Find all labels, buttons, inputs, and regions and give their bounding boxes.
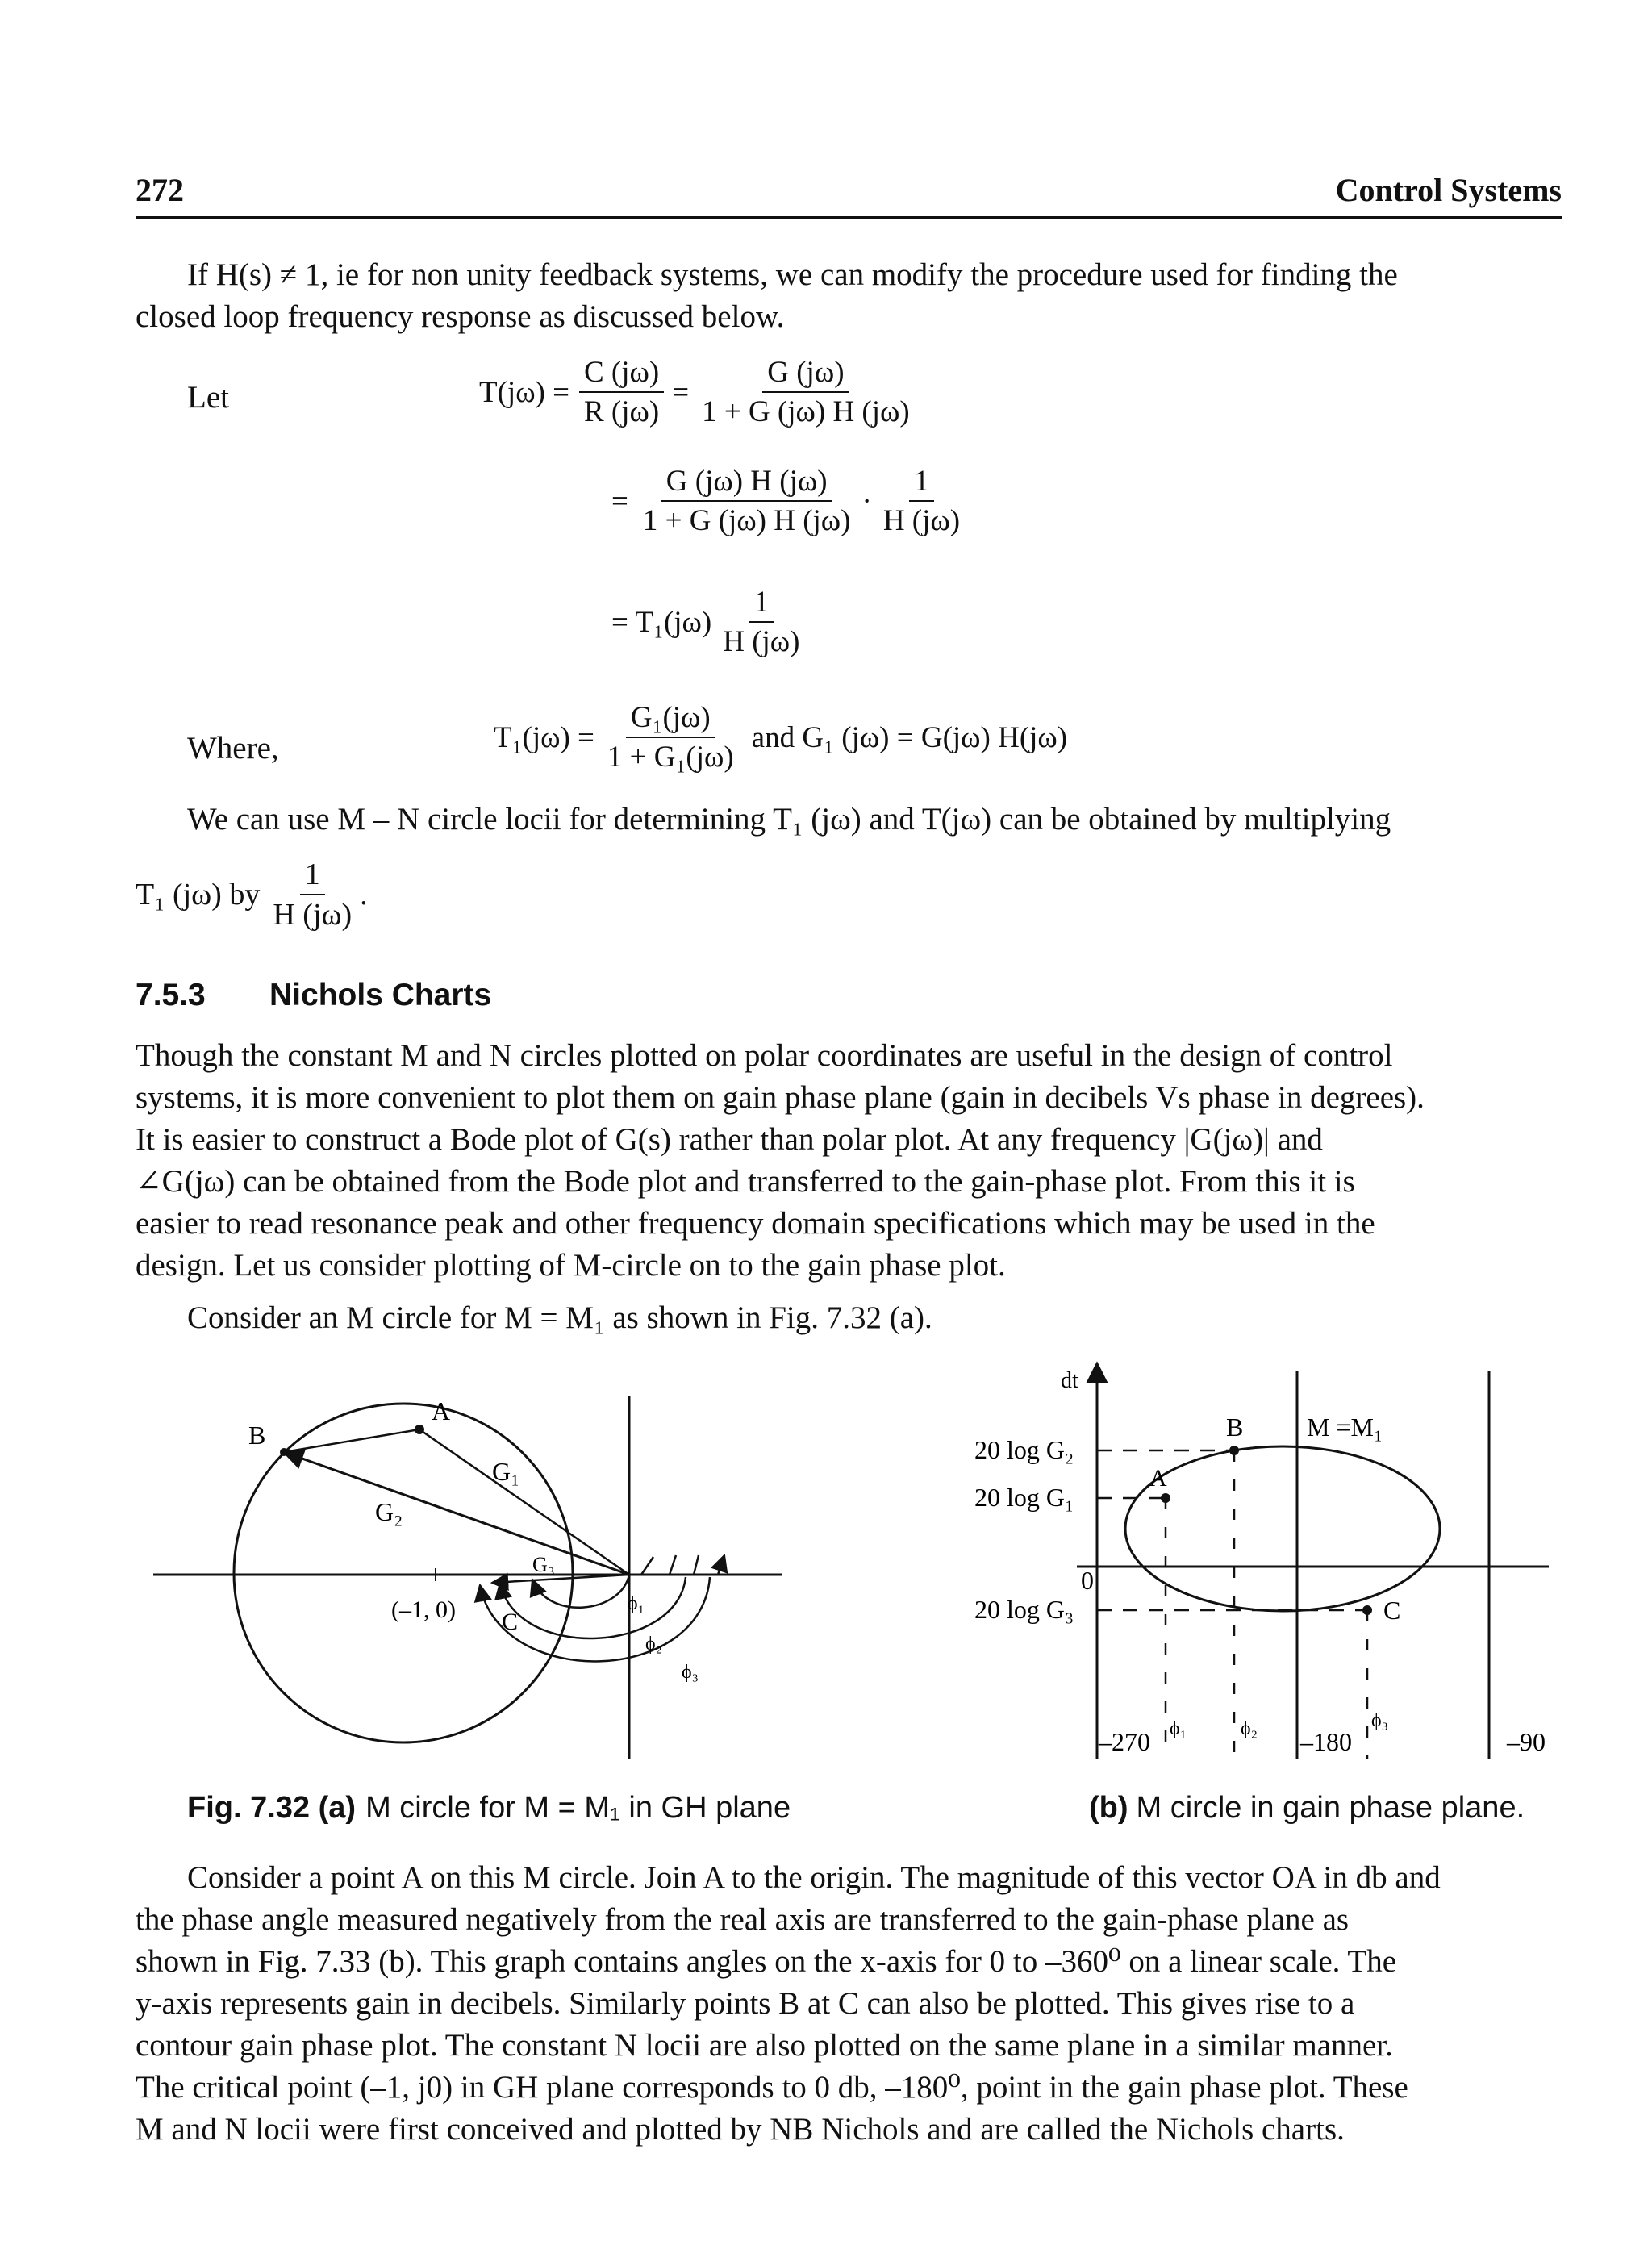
running-title: Control Systems	[1335, 172, 1562, 208]
figure-a-vector-ob	[284, 1452, 629, 1575]
mn-frac-num: 1	[300, 857, 325, 895]
figure-a-chord-ba	[284, 1429, 419, 1452]
mn-paragraph-line-2	[136, 857, 368, 933]
mn-paragraph-line-1	[187, 799, 1562, 883]
figure-a-m-circle-gh-plane	[153, 1371, 799, 1775]
equation-2	[611, 464, 965, 538]
let-label: Let	[187, 380, 229, 415]
caption-b-bold: (b)	[1089, 1791, 1128, 1825]
para3-line: The critical point (–1, j0) in GH plane corresponds to 0 db, –180⁰, point in the gain phase plot. These	[136, 2070, 1408, 2105]
figure-b-label-20logg3: 20 log G₃	[974, 1595, 1074, 1624]
caption-a-text: M circle for M = M₁ in GH plane	[365, 1791, 791, 1825]
figure-a-label-phi3: ϕ₃	[682, 1662, 699, 1683]
caption-a	[187, 1791, 791, 1826]
figure-b-label-20logg1: 20 log G₁	[974, 1483, 1074, 1512]
eq1-equals: =	[672, 375, 690, 409]
eq3-f-num: 1	[749, 585, 774, 623]
figure-b-label-b: B	[1226, 1413, 1244, 1442]
figure-b-label-a: A	[1149, 1465, 1167, 1492]
figure-b-m-contour	[1125, 1446, 1440, 1611]
eq3-lhs: = T₁(jω)	[611, 605, 712, 639]
figure-a-phase-arc-2	[500, 1577, 686, 1638]
para3-line: y-axis represents gain in decibels. Similarly points B at C can also be plotted. This gives rise to a	[136, 1986, 1355, 2021]
eq4-f-num: G₁(jω)	[626, 700, 715, 738]
para1-line: ∠G(jω) can be obtained from the Bode plot and transferred to the gain-phase plot. From this it is	[136, 1164, 1355, 1199]
para1-line: systems, it is more convenient to plot them on gain phase plane (gain in decibels Vs phase in degrees).	[136, 1080, 1425, 1115]
figure-b-point-c	[1362, 1605, 1372, 1615]
para1-line: It is easier to construct a Bode plot of G(s) rather than polar plot. At any frequency |G(jω)| and	[136, 1122, 1323, 1157]
figure-b-gain-phase-plane	[968, 1355, 1581, 1783]
eq2-fraction-2	[878, 464, 965, 538]
eq2-fraction-1	[638, 464, 856, 538]
figure-a-label-c: C	[502, 1609, 519, 1635]
where-label: Where,	[187, 731, 279, 766]
para3-line: the phase angle measured negatively from the real axis are transferred to the gain-phase plane as	[136, 1902, 1350, 1937]
intro-line-1: If H(s) ≠ 1, ie for non unity feedback systems, we can modify the procedure used for finding the	[187, 257, 1398, 292]
figure-b-label-phi3: ϕ₃	[1371, 1710, 1388, 1731]
figure-a-small-arrows	[641, 1555, 724, 1575]
figure-b-label-zero: 0	[1081, 1566, 1094, 1595]
eq4-rhs: and G₁ (jω) = G(jω) H(jω)	[751, 720, 1068, 754]
page-number: 272	[136, 172, 184, 208]
figure-b-point-b	[1229, 1446, 1239, 1455]
para3-line: M and N locii were first conceived and plotted by NB Nichols and are called the Nichols charts.	[136, 2112, 1345, 2147]
mn-frac-den: H (jω)	[273, 898, 353, 932]
para1-line: Though the constant M and N circles plotted on polar coordinates are useful in the design of control	[136, 1038, 1393, 1073]
eq1-f2-den: 1 + G (jω) H (jω)	[702, 395, 910, 428]
figure-b-label-c: C	[1383, 1596, 1401, 1625]
para1-line: easier to read resonance peak and other frequency domain specifications which may be used in the	[136, 1206, 1375, 1241]
figure-b-tick-180: –180	[1300, 1727, 1352, 1756]
section-title: Nichols Charts	[269, 978, 492, 1012]
equation-3	[611, 585, 804, 659]
eq3-f-den: H (jω)	[723, 625, 800, 658]
paragraph-3	[136, 1857, 1562, 2193]
figure-a-label-phi2: ϕ₂	[645, 1634, 662, 1655]
figure-a-label-a: A	[432, 1396, 451, 1425]
mn-post: .	[360, 878, 368, 912]
mn-pre: T₁ (jω) by	[136, 878, 261, 912]
eq1-f1-den: R (jω)	[584, 395, 660, 428]
figure-a-label-g2: G₂	[375, 1497, 403, 1526]
figure-a-point-a	[415, 1425, 424, 1434]
figure-b-tick-270: –270	[1099, 1727, 1150, 1756]
para1-last-line: design. Let us consider plotting of M-circle on to the gain phase plot.	[136, 1248, 1006, 1283]
caption-b	[1089, 1791, 1525, 1826]
figure-b-label-phi1: ϕ₁	[1170, 1718, 1187, 1739]
figure-a-label-phi1: ϕ₁	[628, 1593, 645, 1614]
figure-b-label-m: M =M₁	[1307, 1413, 1383, 1442]
eq1-fraction-1	[579, 355, 664, 429]
figure-b-point-a	[1161, 1493, 1170, 1503]
eq1-f2-num: G (jω)	[762, 355, 849, 393]
figure-a-vector-oa	[419, 1429, 629, 1575]
caption-a-bold: Fig. 7.32 (a)	[187, 1791, 357, 1825]
para3-line: shown in Fig. 7.33 (b). This graph contains angles on the x-axis for 0 to –360⁰ on a linear scale. The	[136, 1944, 1397, 1979]
figure-b-label-20logg2: 20 log G₂	[974, 1435, 1074, 1464]
mn-line-1-text: We can use M – N circle locii for determining T₁ (jω) and T(jω) can be obtained by multiplying	[187, 802, 1391, 837]
eq1-lhs: T(jω) =	[479, 375, 569, 409]
eq4-fraction	[603, 700, 739, 774]
figure-a-point-b	[280, 1448, 288, 1456]
figure-a-label-point: (–1, 0)	[391, 1596, 456, 1623]
eq2-f1-num: G (jω) H (jω)	[661, 464, 832, 502]
equation-1	[479, 355, 915, 429]
eq4-lhs: T₁(jω) =	[494, 720, 594, 754]
eq1-fraction-2	[697, 355, 915, 429]
eq2-f1-den: 1 + G (jω) H (jω)	[642, 504, 851, 537]
caption-b-text: M circle in gain phase plane.	[1136, 1791, 1525, 1825]
eq2-f2-num: 1	[909, 464, 934, 502]
eq2-f2-den: H (jω)	[882, 504, 961, 537]
figure-a-label-g3: G₃	[532, 1553, 555, 1576]
figure-a-label-g1: G₁	[492, 1457, 520, 1486]
mn-fraction	[268, 857, 357, 933]
section-number: 7.5.3	[136, 978, 206, 1012]
equation-4	[494, 700, 1067, 774]
figure-b-axis-label: dt	[1061, 1368, 1078, 1393]
eq2-dot: ·	[861, 484, 872, 518]
intro-line-2: closed loop frequency response as discussed below.	[136, 299, 785, 334]
para3-line: Consider a point A on this M circle. Join A to the origin. The magnitude of this vector OA in db and	[187, 1860, 1441, 1895]
paragraph-2: Consider an M circle for M = M₁ as shown in Fig. 7.32 (a).	[187, 1300, 932, 1335]
eq1-f1-num: C (jω)	[579, 355, 664, 393]
figure-b-label-phi2: ϕ₂	[1241, 1718, 1258, 1739]
figure-b-tick-90: –90	[1507, 1727, 1546, 1756]
eq2-equals: =	[611, 484, 628, 518]
header-rule	[136, 216, 1562, 219]
figure-a-label-b: B	[248, 1421, 266, 1450]
eq3-fraction	[718, 585, 804, 659]
eq4-f-den: 1 + G₁(jω)	[607, 741, 734, 774]
para3-line: contour gain phase plot. The constant N locii are also plotted on the same plane in a similar manner.	[136, 2028, 1393, 2063]
